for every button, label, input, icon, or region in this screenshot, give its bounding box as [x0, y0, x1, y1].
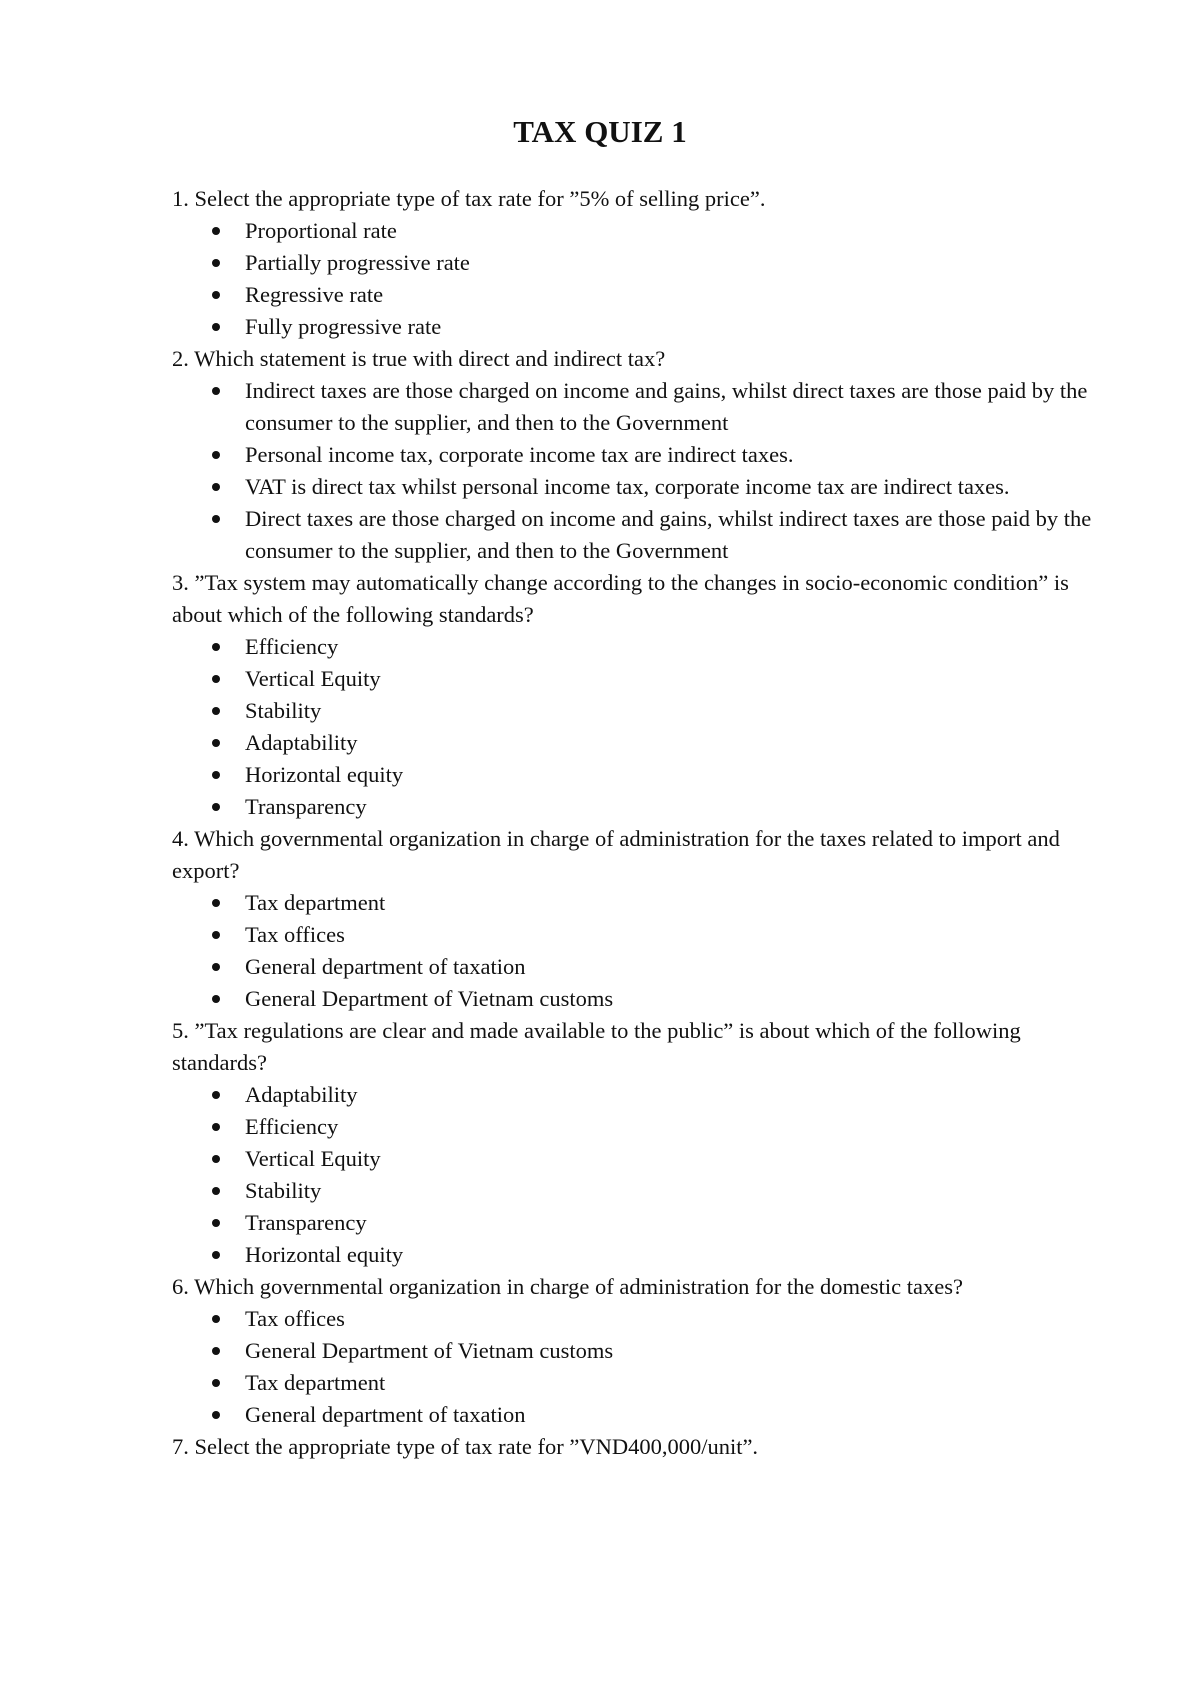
- bullet-icon: [212, 675, 220, 683]
- question-list: [172, 183, 1102, 1463]
- option-item: [172, 1175, 1102, 1207]
- option-text: Stability: [245, 698, 322, 723]
- bullet-icon: [212, 1091, 220, 1099]
- bullet-icon: [212, 803, 220, 811]
- option-list: [172, 887, 1102, 1015]
- option-item: [172, 1303, 1102, 1335]
- bullet-icon: [212, 1155, 220, 1163]
- bullet-icon: [212, 707, 220, 715]
- question-5: [172, 1015, 1102, 1271]
- option-list: [172, 215, 1102, 343]
- option-item: [172, 759, 1102, 791]
- option-item: [172, 791, 1102, 823]
- option-text: General department of taxation: [245, 954, 526, 979]
- option-text: Vertical Equity: [245, 1146, 381, 1171]
- option-text: Adaptability: [245, 730, 358, 755]
- bullet-icon: [212, 515, 220, 523]
- option-item: [172, 663, 1102, 695]
- option-item: [172, 279, 1102, 311]
- option-list: [172, 1303, 1102, 1431]
- option-text: General department of taxation: [245, 1402, 526, 1427]
- option-item: [172, 247, 1102, 279]
- option-item: [172, 471, 1102, 503]
- bullet-icon: [212, 387, 220, 395]
- option-text: Tax offices: [245, 1306, 345, 1331]
- option-text: Personal income tax, corporate income tax are indirect taxes.: [245, 442, 794, 467]
- bullet-icon: [212, 963, 220, 971]
- bullet-icon: [212, 739, 220, 747]
- option-item: [172, 1367, 1102, 1399]
- bullet-icon: [212, 1219, 220, 1227]
- page-title: TAX QUIZ 1: [513, 114, 687, 149]
- option-text: Transparency: [245, 794, 367, 819]
- option-text: Transparency: [245, 1210, 367, 1235]
- bullet-icon: [212, 291, 220, 299]
- option-text: General Department of Vietnam customs: [245, 986, 614, 1011]
- option-text: Efficiency: [245, 634, 339, 659]
- option-list: [172, 631, 1102, 823]
- bullet-icon: [212, 323, 220, 331]
- option-item: [172, 1143, 1102, 1175]
- option-text: General Department of Vietnam customs: [245, 1338, 614, 1363]
- question-4: [172, 823, 1102, 1015]
- option-item: [172, 1399, 1102, 1431]
- option-text: Fully progressive rate: [245, 314, 442, 339]
- option-text: Adaptability: [245, 1082, 358, 1107]
- question-text: 6. Which governmental organization in charge of administration for the domestic taxes?: [172, 1274, 964, 1299]
- option-text: Proportional rate: [245, 218, 397, 243]
- bullet-icon: [212, 483, 220, 491]
- option-text: Direct taxes are those charged on income and gains, whilst indirect taxes are those paid by the consumer to the supplier, and then to the Government: [245, 506, 1092, 563]
- question-text: 1. Select the appropriate type of tax rate for ”5% of selling price”.: [172, 186, 766, 211]
- option-list: [172, 375, 1102, 567]
- option-item: [172, 375, 1102, 439]
- question-text: 7. Select the appropriate type of tax rate for ”VND400,000/unit”.: [172, 1434, 759, 1459]
- bullet-icon: [212, 1187, 220, 1195]
- option-text: Tax offices: [245, 922, 345, 947]
- bullet-icon: [212, 1315, 220, 1323]
- question-7: [172, 1431, 1102, 1463]
- option-text: Tax department: [245, 1370, 386, 1395]
- bullet-icon: [212, 1411, 220, 1419]
- bullet-icon: [212, 227, 220, 235]
- option-text: Tax department: [245, 890, 386, 915]
- option-item: [172, 1207, 1102, 1239]
- question-text: 4. Which governmental organization in charge of administration for the taxes related to import and export?: [172, 826, 1060, 883]
- option-text: Horizontal equity: [245, 1242, 404, 1267]
- option-item: [172, 951, 1102, 983]
- option-list: [172, 1079, 1102, 1271]
- question-text: 2. Which statement is true with direct and indirect tax?: [172, 346, 666, 371]
- bullet-icon: [212, 1251, 220, 1259]
- question-2: [172, 343, 1102, 567]
- option-item: [172, 439, 1102, 471]
- option-item: [172, 919, 1102, 951]
- question-6: [172, 1271, 1102, 1431]
- option-item: [172, 727, 1102, 759]
- bullet-icon: [212, 995, 220, 1003]
- bullet-icon: [212, 899, 220, 907]
- question-1: [172, 183, 1102, 343]
- option-item: [172, 1335, 1102, 1367]
- option-text: Stability: [245, 1178, 322, 1203]
- option-item: [172, 1079, 1102, 1111]
- option-text: Horizontal equity: [245, 762, 404, 787]
- question-3: [172, 567, 1102, 823]
- option-item: [172, 311, 1102, 343]
- option-text: Vertical Equity: [245, 666, 381, 691]
- option-text: Partially progressive rate: [245, 250, 470, 275]
- bullet-icon: [212, 1347, 220, 1355]
- bullet-icon: [212, 1123, 220, 1131]
- bullet-icon: [212, 771, 220, 779]
- option-item: [172, 503, 1102, 567]
- bullet-icon: [212, 643, 220, 651]
- option-text: Indirect taxes are those charged on income and gains, whilst direct taxes are those paid by the consumer to the supplier, and then to the Government: [245, 378, 1088, 435]
- option-item: [172, 1239, 1102, 1271]
- question-text: 5. ”Tax regulations are clear and made available to the public” is about which of the following standards?: [172, 1018, 1021, 1075]
- option-text: VAT is direct tax whilst personal income tax, corporate income tax are indirect taxes.: [245, 474, 1010, 499]
- option-item: [172, 983, 1102, 1015]
- option-item: [172, 1111, 1102, 1143]
- option-item: [172, 695, 1102, 727]
- question-text: 3. ”Tax system may automatically change according to the changes in socio-economic condition” is about which of the following standards?: [172, 570, 1069, 627]
- option-text: Regressive rate: [245, 282, 384, 307]
- bullet-icon: [212, 931, 220, 939]
- option-item: [172, 215, 1102, 247]
- option-item: [172, 631, 1102, 663]
- bullet-icon: [212, 259, 220, 267]
- bullet-icon: [212, 1379, 220, 1387]
- bullet-icon: [212, 451, 220, 459]
- option-text: Efficiency: [245, 1114, 339, 1139]
- option-item: [172, 887, 1102, 919]
